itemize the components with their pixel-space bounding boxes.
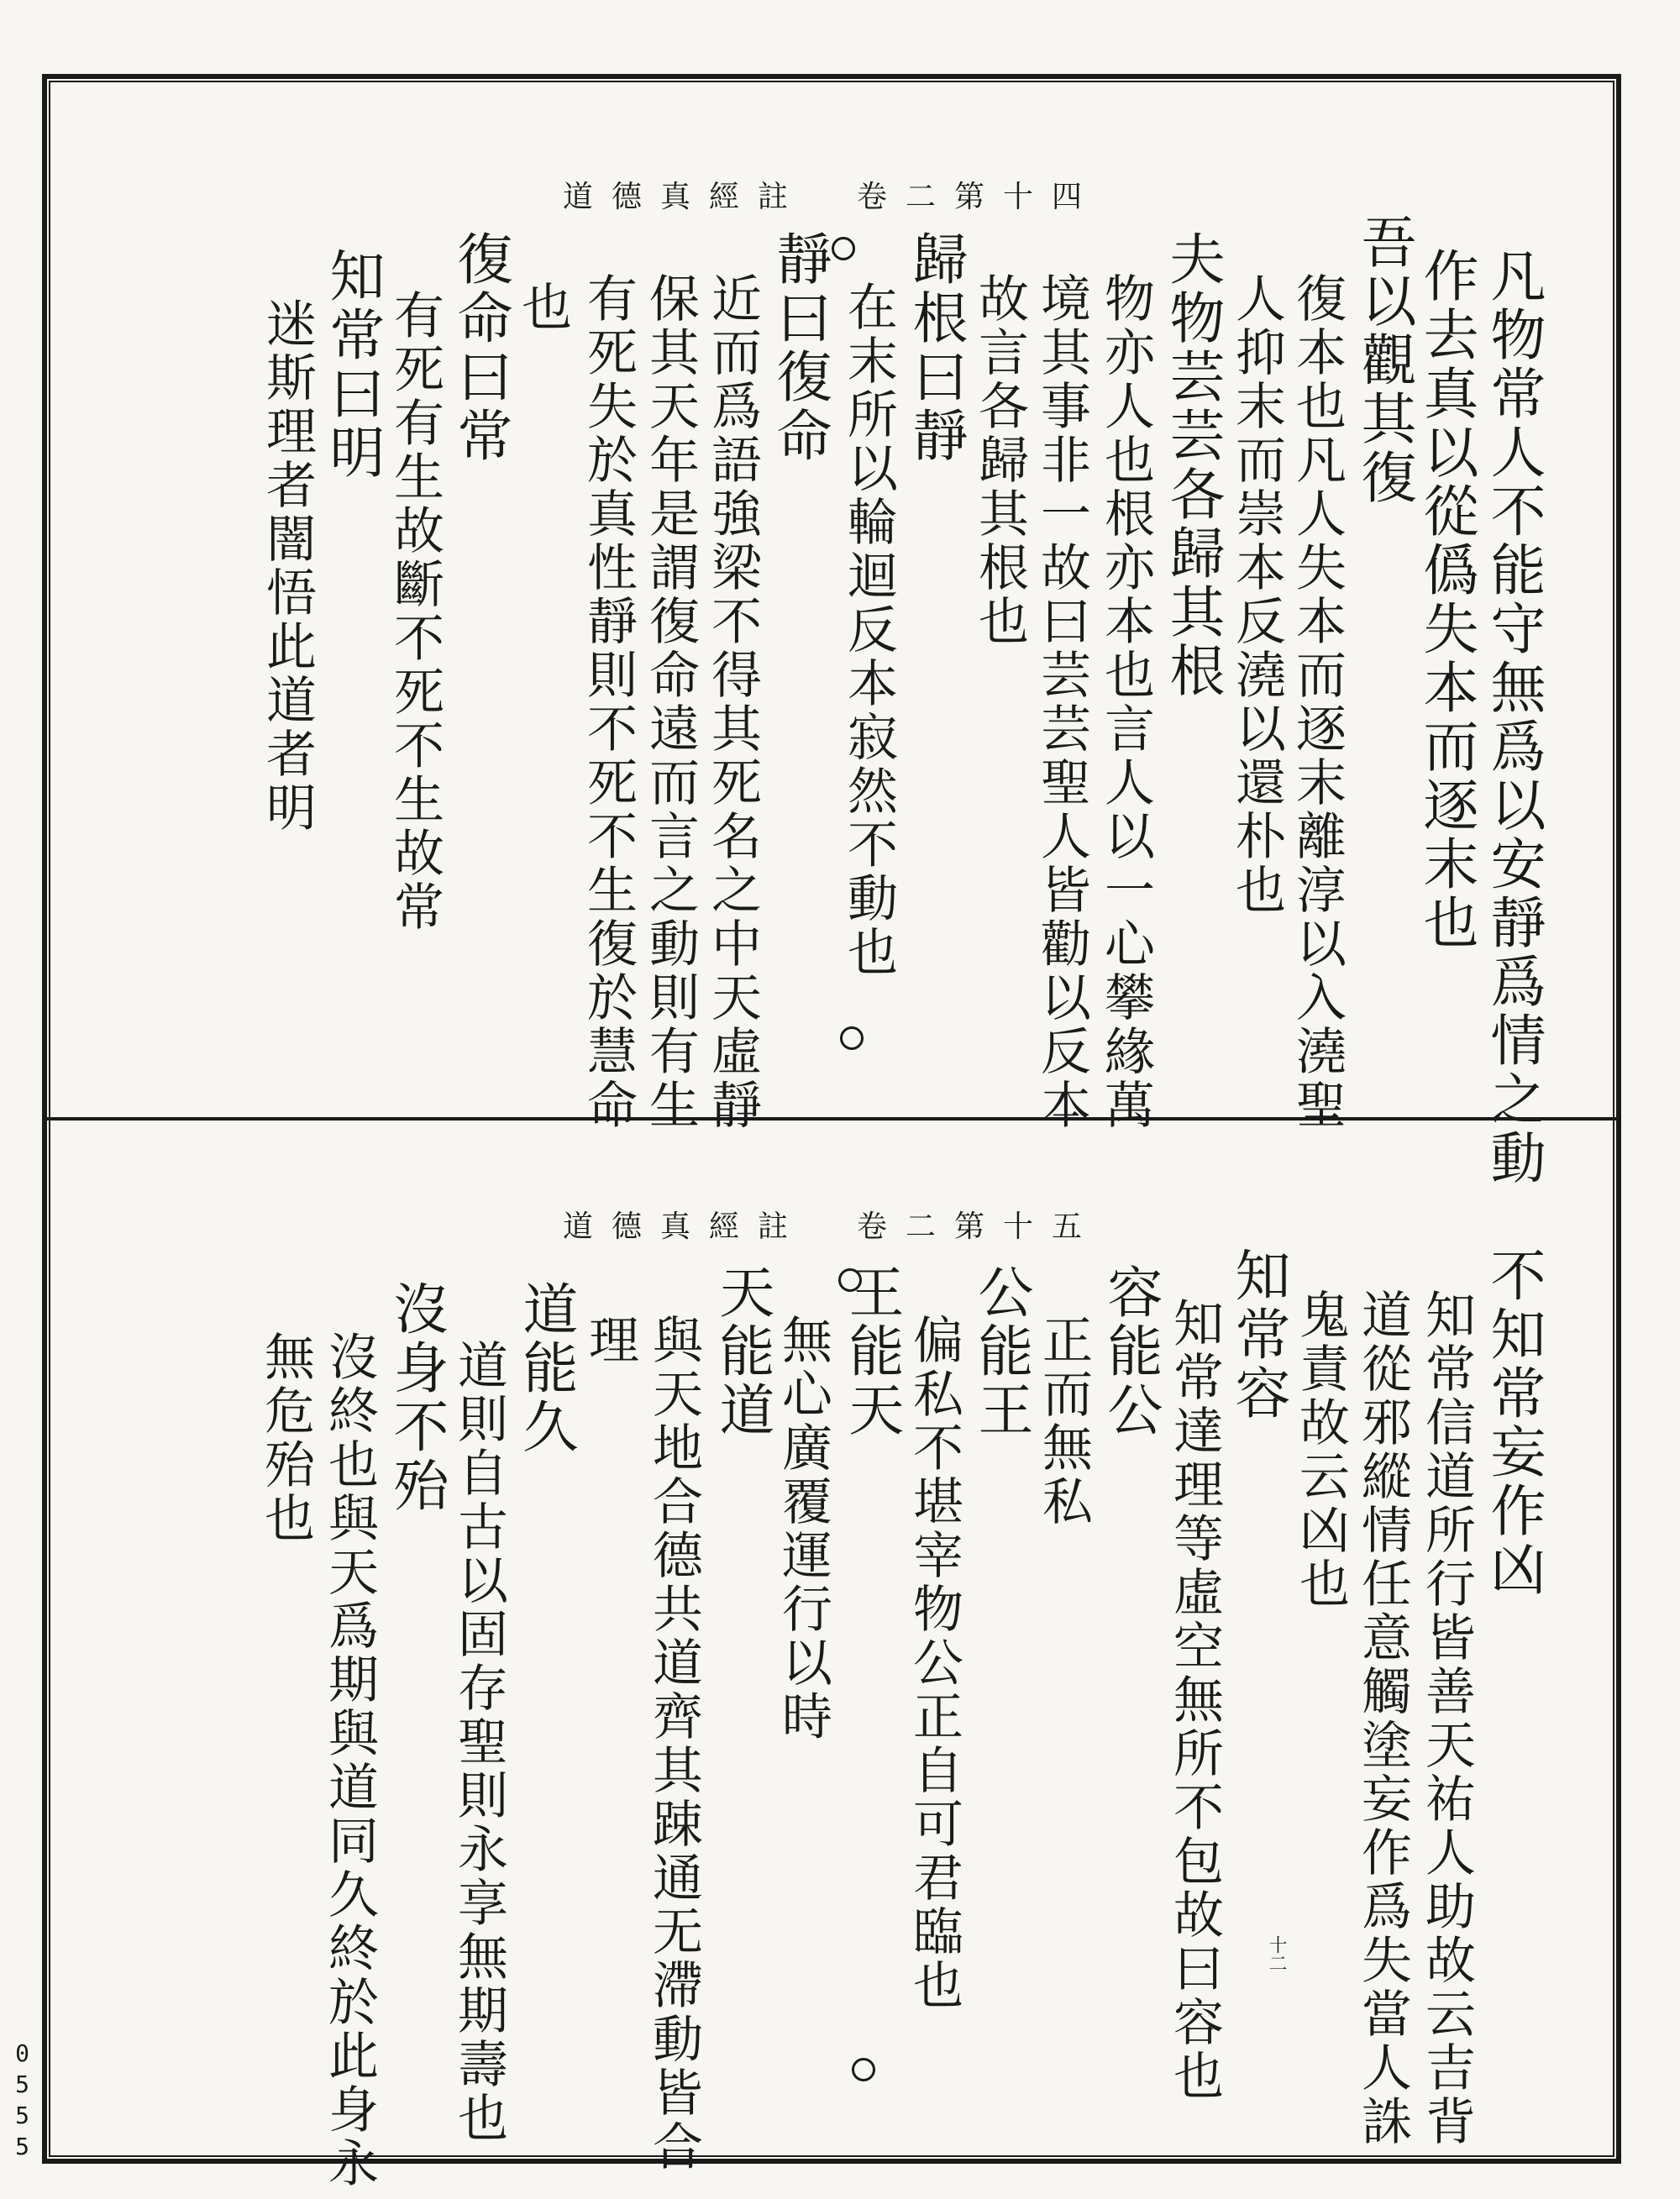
binding-hole-marker bbox=[840, 1026, 864, 1050]
top-header-title: 道德真經註 bbox=[562, 180, 806, 214]
bottom-col-19: 沒終也與天爲期與道同久終於此身永 bbox=[320, 1330, 379, 2191]
top-col-17: 復命曰常 bbox=[448, 230, 512, 465]
top-col-4: 復本也凡人失本而逐末離淳以入澆聖 bbox=[1288, 272, 1347, 1132]
bottom-col-9: 公能王 bbox=[969, 1263, 1033, 1440]
bottom-col-2: 知常信道所行皆善天祐人助故云吉背 bbox=[1417, 1288, 1476, 2149]
binding-hole-marker bbox=[832, 237, 855, 260]
top-col-6: 夫物芸芸各歸其根 bbox=[1160, 230, 1225, 701]
top-col-7: 物亦人也根亦本也言人以一心攀緣萬 bbox=[1096, 272, 1155, 1132]
bottom-col-4: 鬼責故云凶也 bbox=[1291, 1288, 1350, 1611]
bottom-header-title: 道德真經註 bbox=[562, 1210, 806, 1244]
top-col-8: 境其事非一故曰芸芸聖人皆勸以反本 bbox=[1032, 272, 1091, 1132]
bottom-col-1: 不知常妄作凶 bbox=[1481, 1246, 1546, 1599]
bottom-col-15: 理 bbox=[580, 1314, 639, 1367]
top-col-2: 作去真以從僞失本而逐末也 bbox=[1414, 247, 1478, 953]
top-col-18: 有死有生故斷不死不生故常 bbox=[386, 289, 444, 934]
binding-hole-marker bbox=[852, 2058, 875, 2081]
bottom-col-16: 道能久 bbox=[513, 1280, 578, 1456]
bottom-page-header bbox=[47, 1203, 1616, 1246]
binding-hole-marker bbox=[838, 1268, 862, 1292]
top-col-12: 靜曰復命 bbox=[767, 230, 832, 465]
bottom-col-11: 王能天 bbox=[839, 1263, 904, 1440]
bottom-col-18: 沒身不殆 bbox=[384, 1280, 449, 1515]
bottom-header-volume: 卷二第十五 bbox=[857, 1210, 1101, 1244]
top-col-13: 近而爲語強梁不得其死名之中天虛靜 bbox=[703, 272, 762, 1132]
bottom-col-20: 無危殆也 bbox=[256, 1330, 315, 1546]
top-col-3: 吾以觀其復 bbox=[1352, 213, 1416, 507]
bottom-col-7: 容能公 bbox=[1098, 1263, 1163, 1440]
top-col-19: 知常曰明 bbox=[320, 247, 385, 482]
bottom-col-8: 正而無私 bbox=[1034, 1314, 1093, 1529]
top-col-11: 在末所以輪迴反本寂然不動也 bbox=[839, 281, 898, 979]
bottom-col-6: 知常達理等虛空無所不包故曰容也 bbox=[1165, 1297, 1224, 2103]
top-header-volume: 卷二第十四 bbox=[857, 180, 1101, 214]
bottom-col-10: 偏私不堪宰物公正自可君臨也 bbox=[905, 1314, 963, 2013]
bottom-col-14: 與天地合德共道齊其踈通无滯動皆合 bbox=[644, 1314, 703, 2174]
top-col-15: 有死失於真性靜則不死不生復於慧命 bbox=[579, 272, 638, 1132]
bottom-col-5: 知常容 bbox=[1226, 1246, 1290, 1423]
margin-page-number: 0555 bbox=[8, 2039, 36, 2164]
bottom-col-17: 道則自古以固存聖則永享無期壽也 bbox=[449, 1339, 508, 2145]
top-col-9: 故言各歸其根也 bbox=[970, 272, 1029, 648]
top-page bbox=[47, 79, 1616, 1188]
top-col-1: 凡物常人不能守無爲以安靜爲情之動 bbox=[1481, 247, 1546, 1188]
top-col-14: 保其天年是謂復命遠而言之動則有生 bbox=[641, 272, 700, 1132]
top-col-20: 迷斯理者闇悟此道者明 bbox=[258, 297, 317, 835]
top-col-5: 人抑末而崇本反澆以還朴也 bbox=[1227, 272, 1286, 917]
top-col-10: 歸根曰靜 bbox=[903, 230, 968, 465]
bottom-col-3: 道從邪縱情任意觸塗妄作爲失當人誅 bbox=[1353, 1288, 1412, 2149]
top-col-16: 也 bbox=[513, 281, 572, 334]
top-page-header bbox=[47, 173, 1616, 216]
page-note: 十二 bbox=[1266, 1935, 1287, 1972]
bottom-col-13: 天能道 bbox=[710, 1263, 774, 1440]
bottom-page bbox=[47, 1120, 1616, 2191]
bottom-col-12: 無心廣覆運行以時 bbox=[774, 1314, 832, 1744]
